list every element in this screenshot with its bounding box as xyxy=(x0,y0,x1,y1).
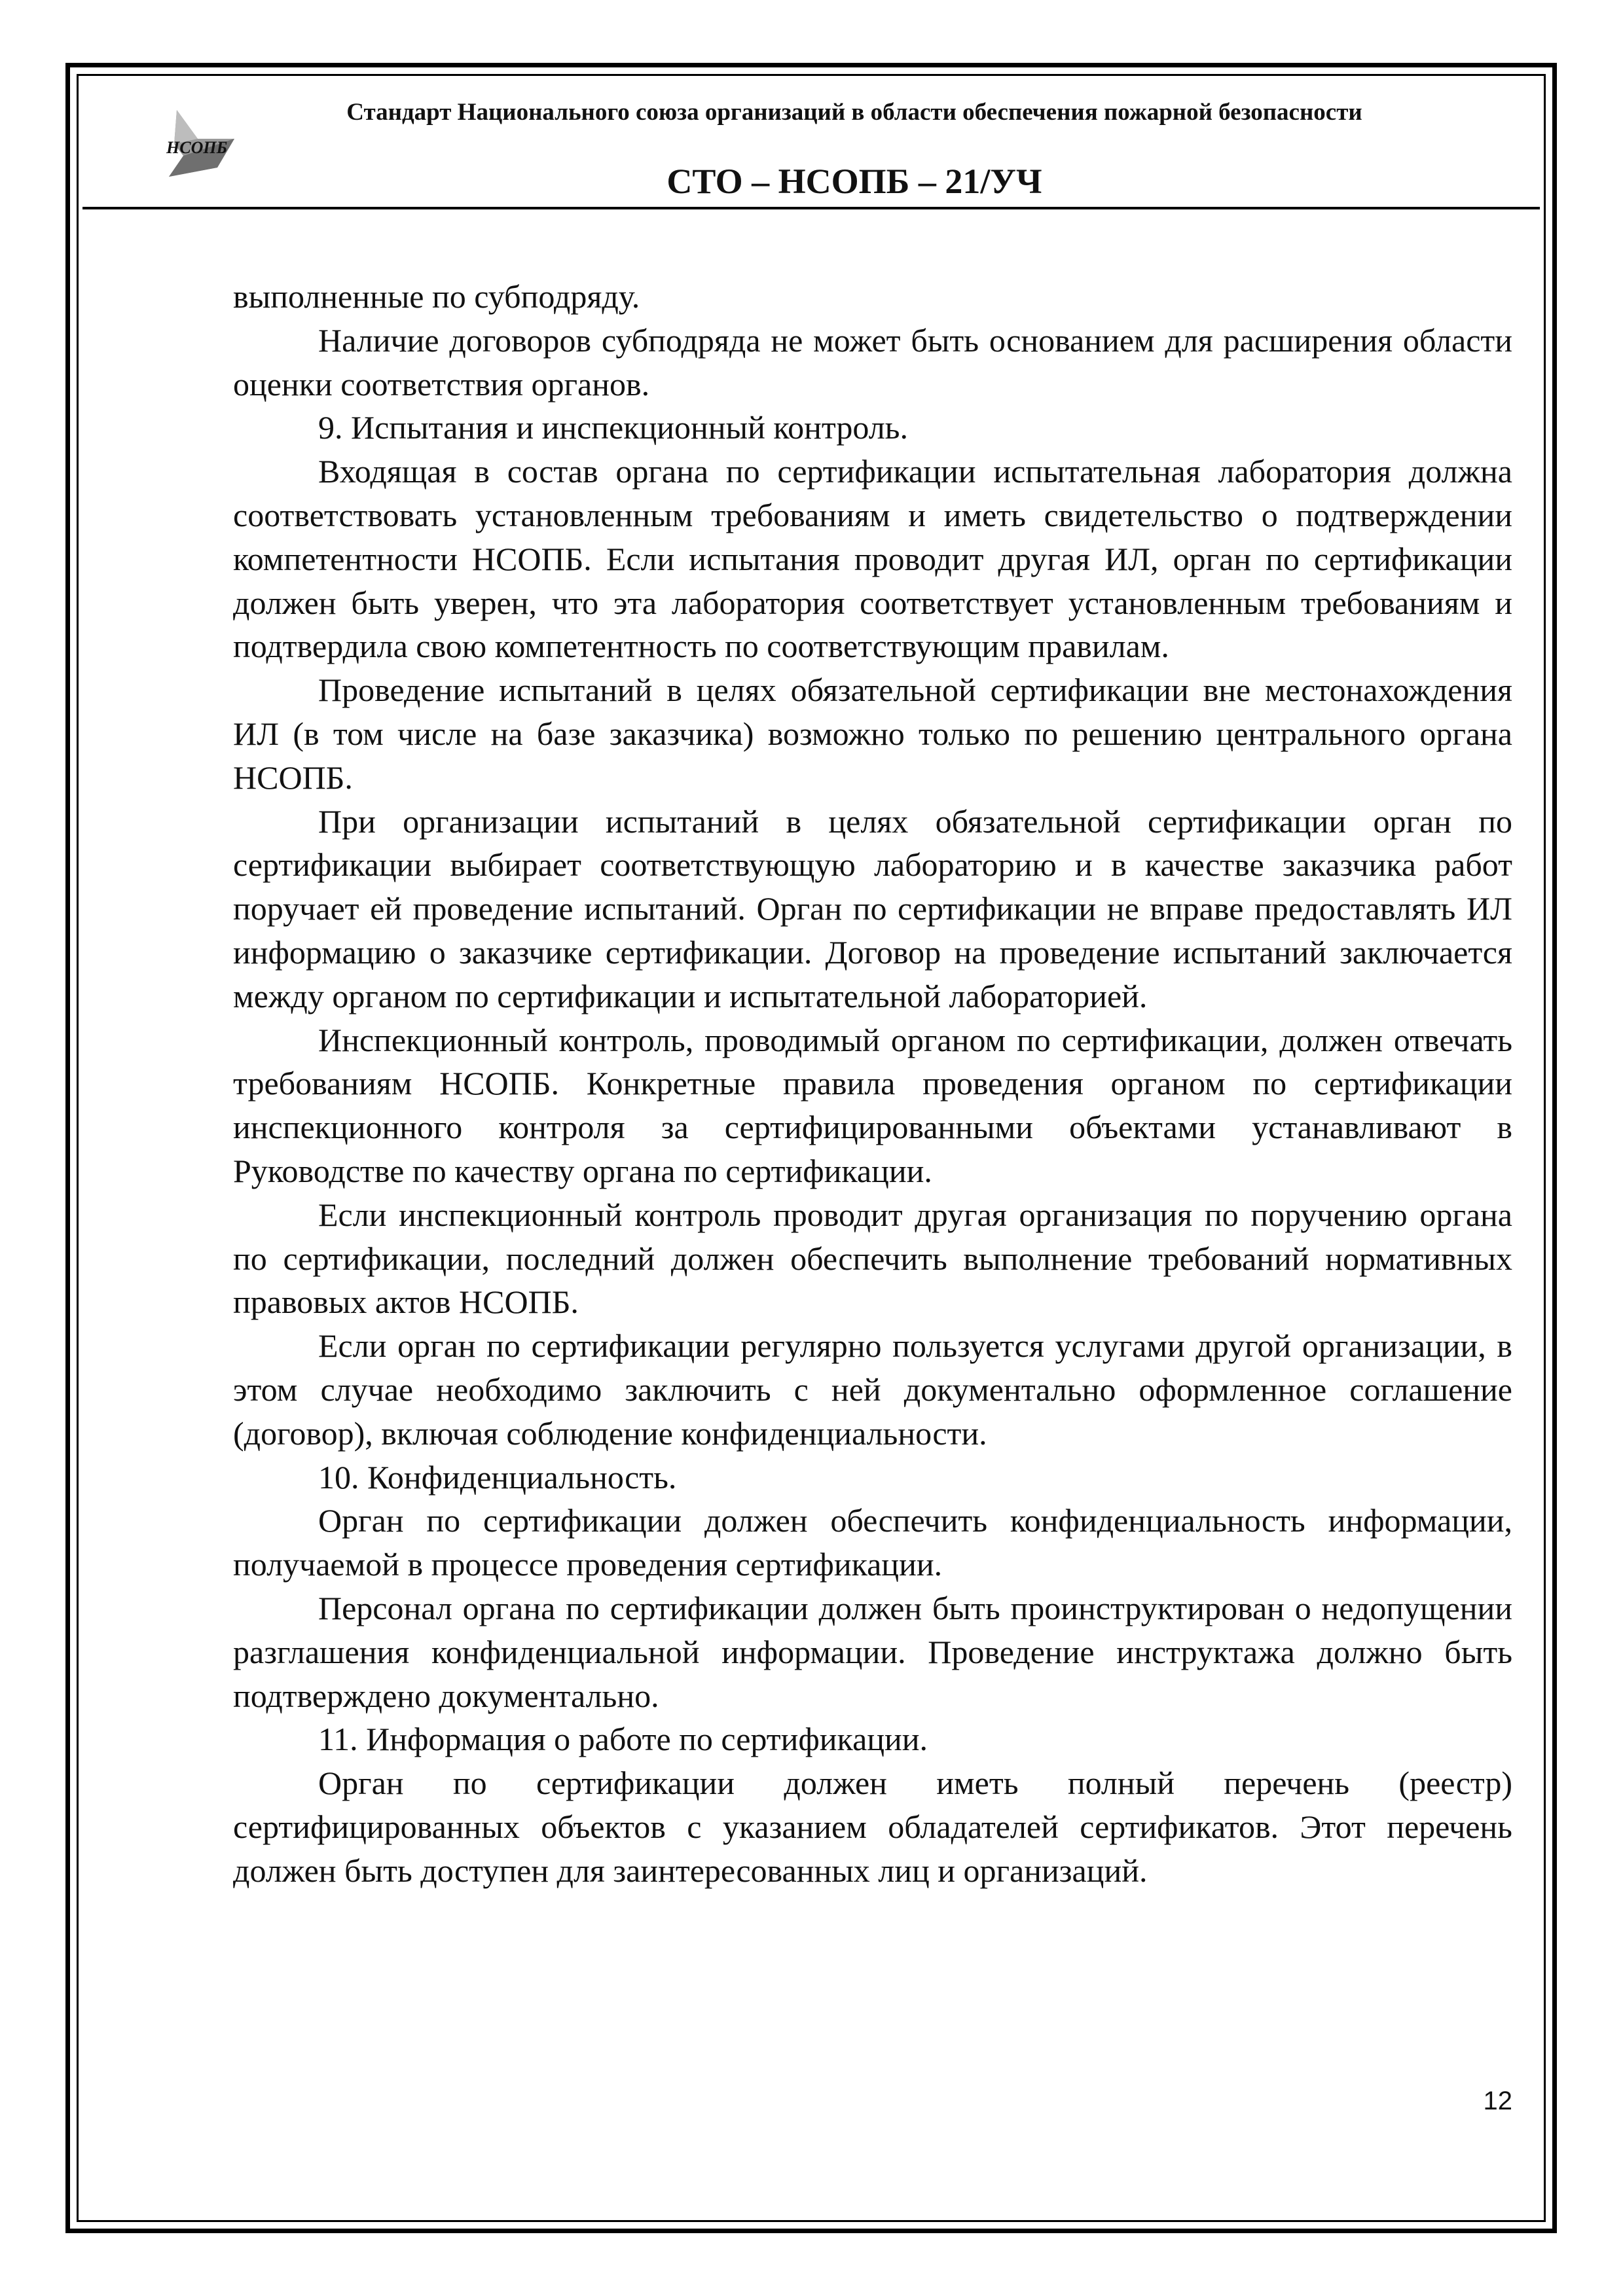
document-code: СТО – НСОПБ – 21/УЧ xyxy=(666,162,1042,201)
paragraph: Персонал органа по сертификации должен быть проинструктирован о недопущении разглашения конфиденциальной информации. Проведение инструктажа должно быть подтверждено документально. xyxy=(233,1589,1512,1714)
paragraph: Проведение испытаний в целях обязательной сертификации вне местонахождения ИЛ (в том числе на базе заказчика) возможно только по решению центрального органа НСОПБ. xyxy=(233,672,1512,796)
paragraph: выполненные по субподряду. xyxy=(233,278,640,315)
paragraph: Орган по сертификации должен обеспечить конфиденциальность информации, получаемой в процессе проведения сертификации. xyxy=(233,1502,1512,1583)
section-heading: 10. Конфиденциальность. xyxy=(318,1458,677,1496)
paragraph: При организации испытаний в целях обязательной сертификации орган по сертификации выбирает соответствующую лабораторию и в качестве заказчика работ поручает ей проведение испытаний. Орган по сертификации не вправе предоставлять ИЛ информацию о заказчике сертификации. Договор на проведение испытаний заключается между органом по сертификации и испытательной лабораторией. xyxy=(233,802,1512,1014)
document-body xyxy=(233,275,1512,1892)
nsopb-logo xyxy=(157,105,249,190)
paragraph: Входящая в состав органа по сертификации испытательная лаборатория должна соответствовать установленным требованиям и иметь свидетельство о подтверждении компетентности НСОПБ. Если испытания проводит другая ИЛ, орган по сертификации должен быть уверен, что эта лаборатория соответствует установленным требованиям и подтвердила свою компетентность по соответствующим правилам. xyxy=(233,453,1512,665)
paragraph: Если орган по сертификации регулярно пользуется услугами другой организации, в этом случае необходимо заключить с ней документально оформленное соглашение (договор), включая соблюдение конфиденциальности. xyxy=(233,1327,1512,1452)
section-heading: 9. Испытания и инспекционный контроль. xyxy=(318,409,908,446)
standard-title: Стандарт Национального союза организаций в области обеспечения пожарной безопасности xyxy=(346,99,1362,126)
paragraph: Инспекционный контроль, проводимый органом по сертификации, должен отвечать требованиям НСОПБ. Конкретные правила проведения органом по сертификации инспекционного контроля за сертифицированными объектами устанавливают в Руководстве по качеству органа по сертификации. xyxy=(233,1021,1512,1189)
paragraph: Если инспекционный контроль проводит другая организация по поручению органа по сертификации, последний должен обеспечить выполнение требований нормативных правовых актов НСОПБ. xyxy=(233,1196,1512,1321)
logo-text: НСОПБ xyxy=(166,138,228,157)
paragraph: Орган по сертификации должен иметь полный перечень (реестр) сертифицированных объектов с указанием обладателей сертификатов. Этот перечень должен быть доступен для заинтересованных лиц и организаций. xyxy=(233,1765,1512,1889)
paragraph: Наличие договоров субподряда не может быть основанием для расширения области оценки соответствия органов. xyxy=(233,321,1512,403)
page-number: 12 xyxy=(1483,2087,1512,2115)
section-heading: 11. Информация о работе по сертификации. xyxy=(318,1721,928,1758)
header-divider xyxy=(82,207,1540,209)
